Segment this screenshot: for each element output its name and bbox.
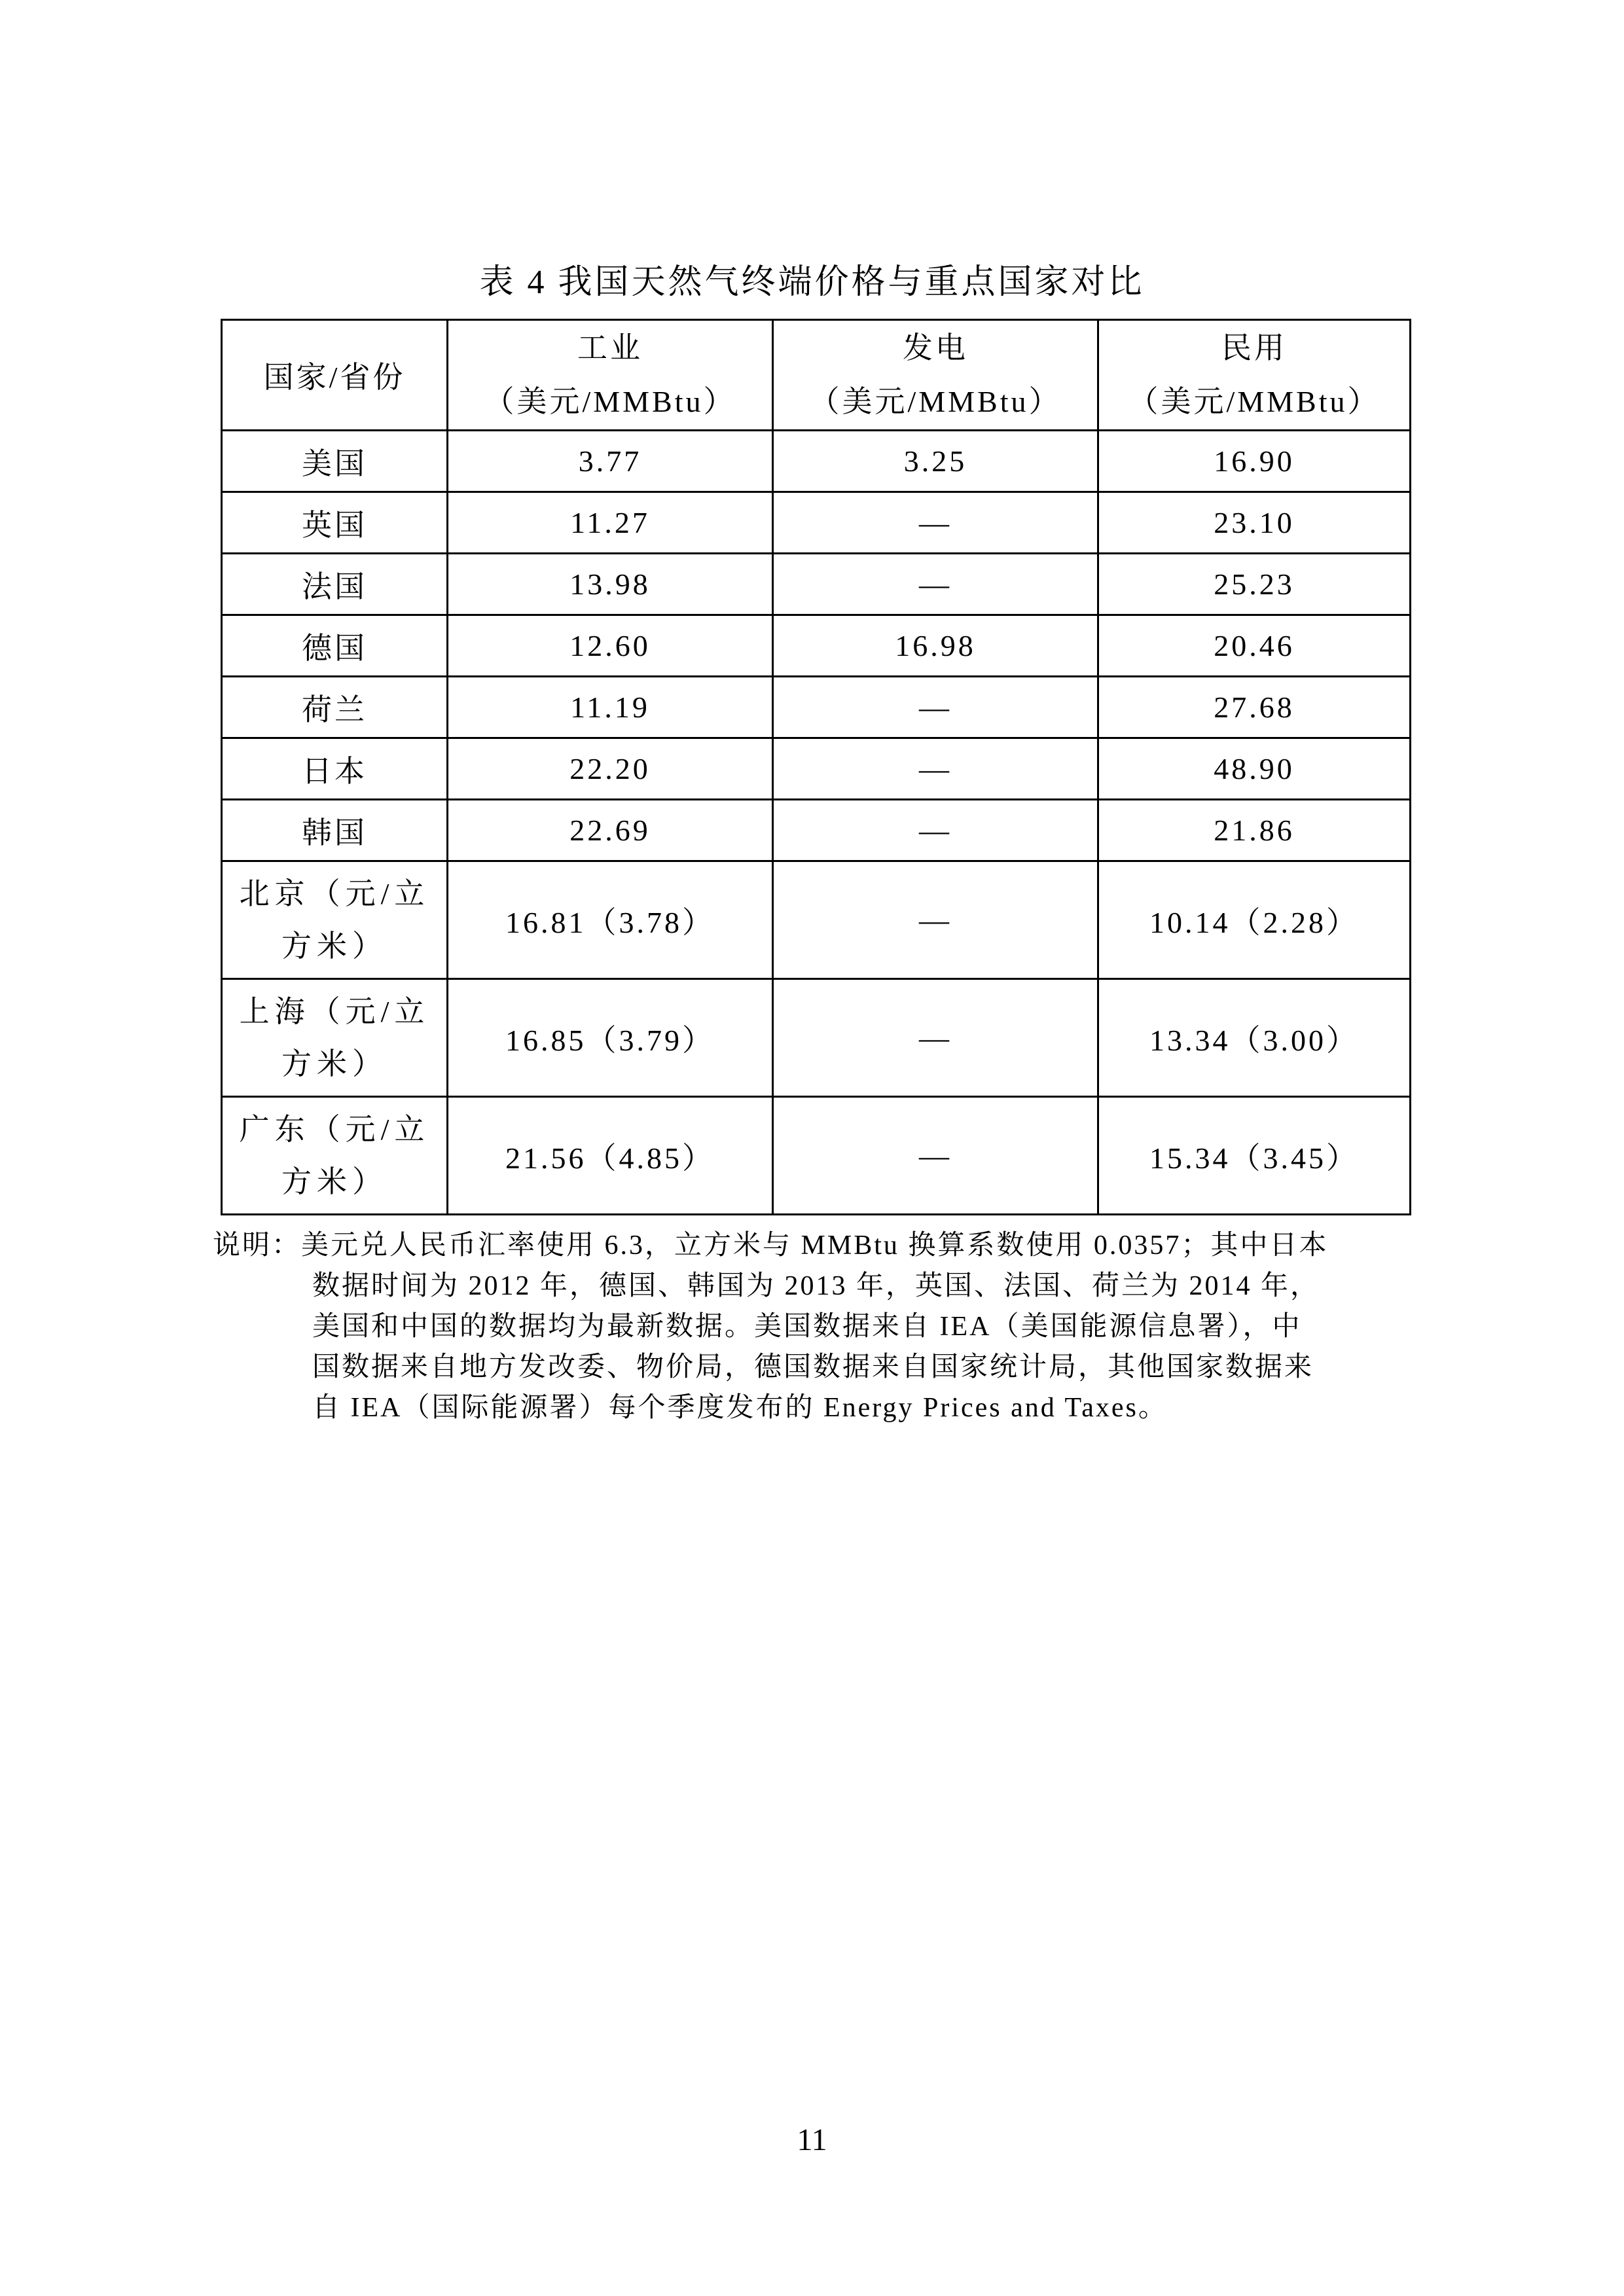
cell-power-price: — [773, 979, 1098, 1097]
cell-residential-price: 15.34（3.45） [1098, 1097, 1411, 1215]
cell-country [222, 554, 448, 615]
cell-industrial-price: 11.27 [448, 492, 773, 554]
header-power-label: 发电 [903, 331, 968, 365]
country-label: 英国 [302, 508, 367, 542]
cell-residential-price: 48.90 [1098, 738, 1411, 800]
table-title: 表 4 我国天然气终端价格与重点国家对比 [479, 264, 1145, 301]
header-residential-unit: （美元/MMBtu） [1128, 385, 1380, 418]
cell-industrial-price: 11.19 [448, 677, 773, 738]
cell-industrial-price: 22.69 [448, 800, 773, 861]
cell-country [222, 677, 448, 738]
cell-power-price: — [773, 677, 1098, 738]
cell-country [222, 800, 448, 861]
country-label: 美国 [302, 446, 367, 480]
cell-industrial-price: 16.85（3.79） [448, 979, 773, 1097]
cell-industrial-price: 16.81（3.78） [448, 861, 773, 979]
cell-power-price: 3.25 [773, 431, 1098, 492]
cell-country [222, 738, 448, 800]
cell-country [222, 431, 448, 492]
province-label-line1: 上海（元/立 [239, 994, 430, 1028]
table-row-korea [222, 800, 1411, 861]
cell-residential-price: 23.10 [1098, 492, 1411, 554]
table-row-japan [222, 738, 1411, 800]
header-residential-label: 民用 [1221, 331, 1287, 365]
country-label: 韩国 [302, 816, 367, 850]
cell-residential-price: 13.34（3.00） [1098, 979, 1411, 1097]
cell-residential-price: 20.46 [1098, 615, 1411, 677]
country-label: 法国 [302, 569, 367, 603]
cell-power-price: — [773, 738, 1098, 800]
note-line: 数据时间为 2012 年，德国、韩国为 2013 年，英国、法国、荷兰为 2014 年， [312, 1271, 1320, 1301]
table-row-guangdong [222, 1097, 1411, 1215]
table-row-france [222, 554, 1411, 615]
cell-province [222, 1097, 448, 1215]
table-row-beijing [222, 861, 1411, 979]
cell-power-price: — [773, 800, 1098, 861]
cell-residential-price: 27.68 [1098, 677, 1411, 738]
country-label: 日本 [302, 754, 367, 788]
table-row-netherlands [222, 677, 1411, 738]
header-power-unit: （美元/MMBtu） [809, 385, 1062, 418]
cell-industrial-price: 21.56（4.85） [448, 1097, 773, 1215]
header-power [773, 320, 1098, 431]
cell-residential-price: 16.90 [1098, 431, 1411, 492]
header-industrial [448, 320, 773, 431]
cell-industrial-price: 12.60 [448, 615, 773, 677]
note-label: 说明： [213, 1230, 302, 1261]
note-line: 国数据来自地方发改委、物价局，德国数据来自国家统计局，其他国家数据来 [312, 1352, 1314, 1382]
header-country-province-label: 国家/省份 [263, 361, 406, 394]
table-row-shanghai [222, 979, 1411, 1097]
cell-residential-price: 21.86 [1098, 800, 1411, 861]
cell-province [222, 861, 448, 979]
province-label-line1: 广东（元/立 [239, 1112, 430, 1146]
cell-province [222, 979, 448, 1097]
price-comparison-table [221, 319, 1411, 1215]
province-label-line1: 北京（元/立 [239, 876, 430, 910]
cell-power-price: — [773, 861, 1098, 979]
note-text: 美元兑人民币汇率使用 6.3，立方米与 MMBtu 换算系数使用 0.0357；其中日本 [301, 1230, 1329, 1261]
note-line: 自 IEA（国际能源署）每个季度发布的 Energy Prices and Taxes。 [312, 1393, 1168, 1423]
table-note [213, 1225, 1424, 1428]
note-line [213, 1225, 1424, 1266]
cell-power-price: — [773, 1097, 1098, 1215]
page-number: 11 [797, 2123, 827, 2157]
cell-industrial-price: 3.77 [448, 431, 773, 492]
province-label-line2: 方米） [281, 929, 388, 963]
country-label: 德国 [302, 631, 367, 665]
cell-power-price: — [773, 492, 1098, 554]
header-country-province [222, 320, 448, 431]
cell-country [222, 615, 448, 677]
country-label: 荷兰 [302, 692, 367, 726]
header-row [222, 320, 1411, 431]
header-industrial-unit: （美元/MMBtu） [484, 385, 736, 418]
cell-industrial-price: 22.20 [448, 738, 773, 800]
cell-country [222, 492, 448, 554]
cell-power-price: — [773, 554, 1098, 615]
cell-industrial-price: 13.98 [448, 554, 773, 615]
note-line: 美国和中国的数据均为最新数据。美国数据来自 IEA（美国能源信息署），中 [312, 1312, 1302, 1342]
table-row-uk [222, 492, 1411, 554]
header-residential [1098, 320, 1411, 431]
table-row-germany [222, 615, 1411, 677]
province-label-line2: 方米） [281, 1047, 388, 1081]
province-label-line2: 方米） [281, 1164, 388, 1198]
cell-residential-price: 25.23 [1098, 554, 1411, 615]
header-industrial-label: 工业 [577, 331, 643, 365]
cell-power-price: 16.98 [773, 615, 1098, 677]
table-row-usa [222, 431, 1411, 492]
cell-residential-price: 10.14（2.28） [1098, 861, 1411, 979]
